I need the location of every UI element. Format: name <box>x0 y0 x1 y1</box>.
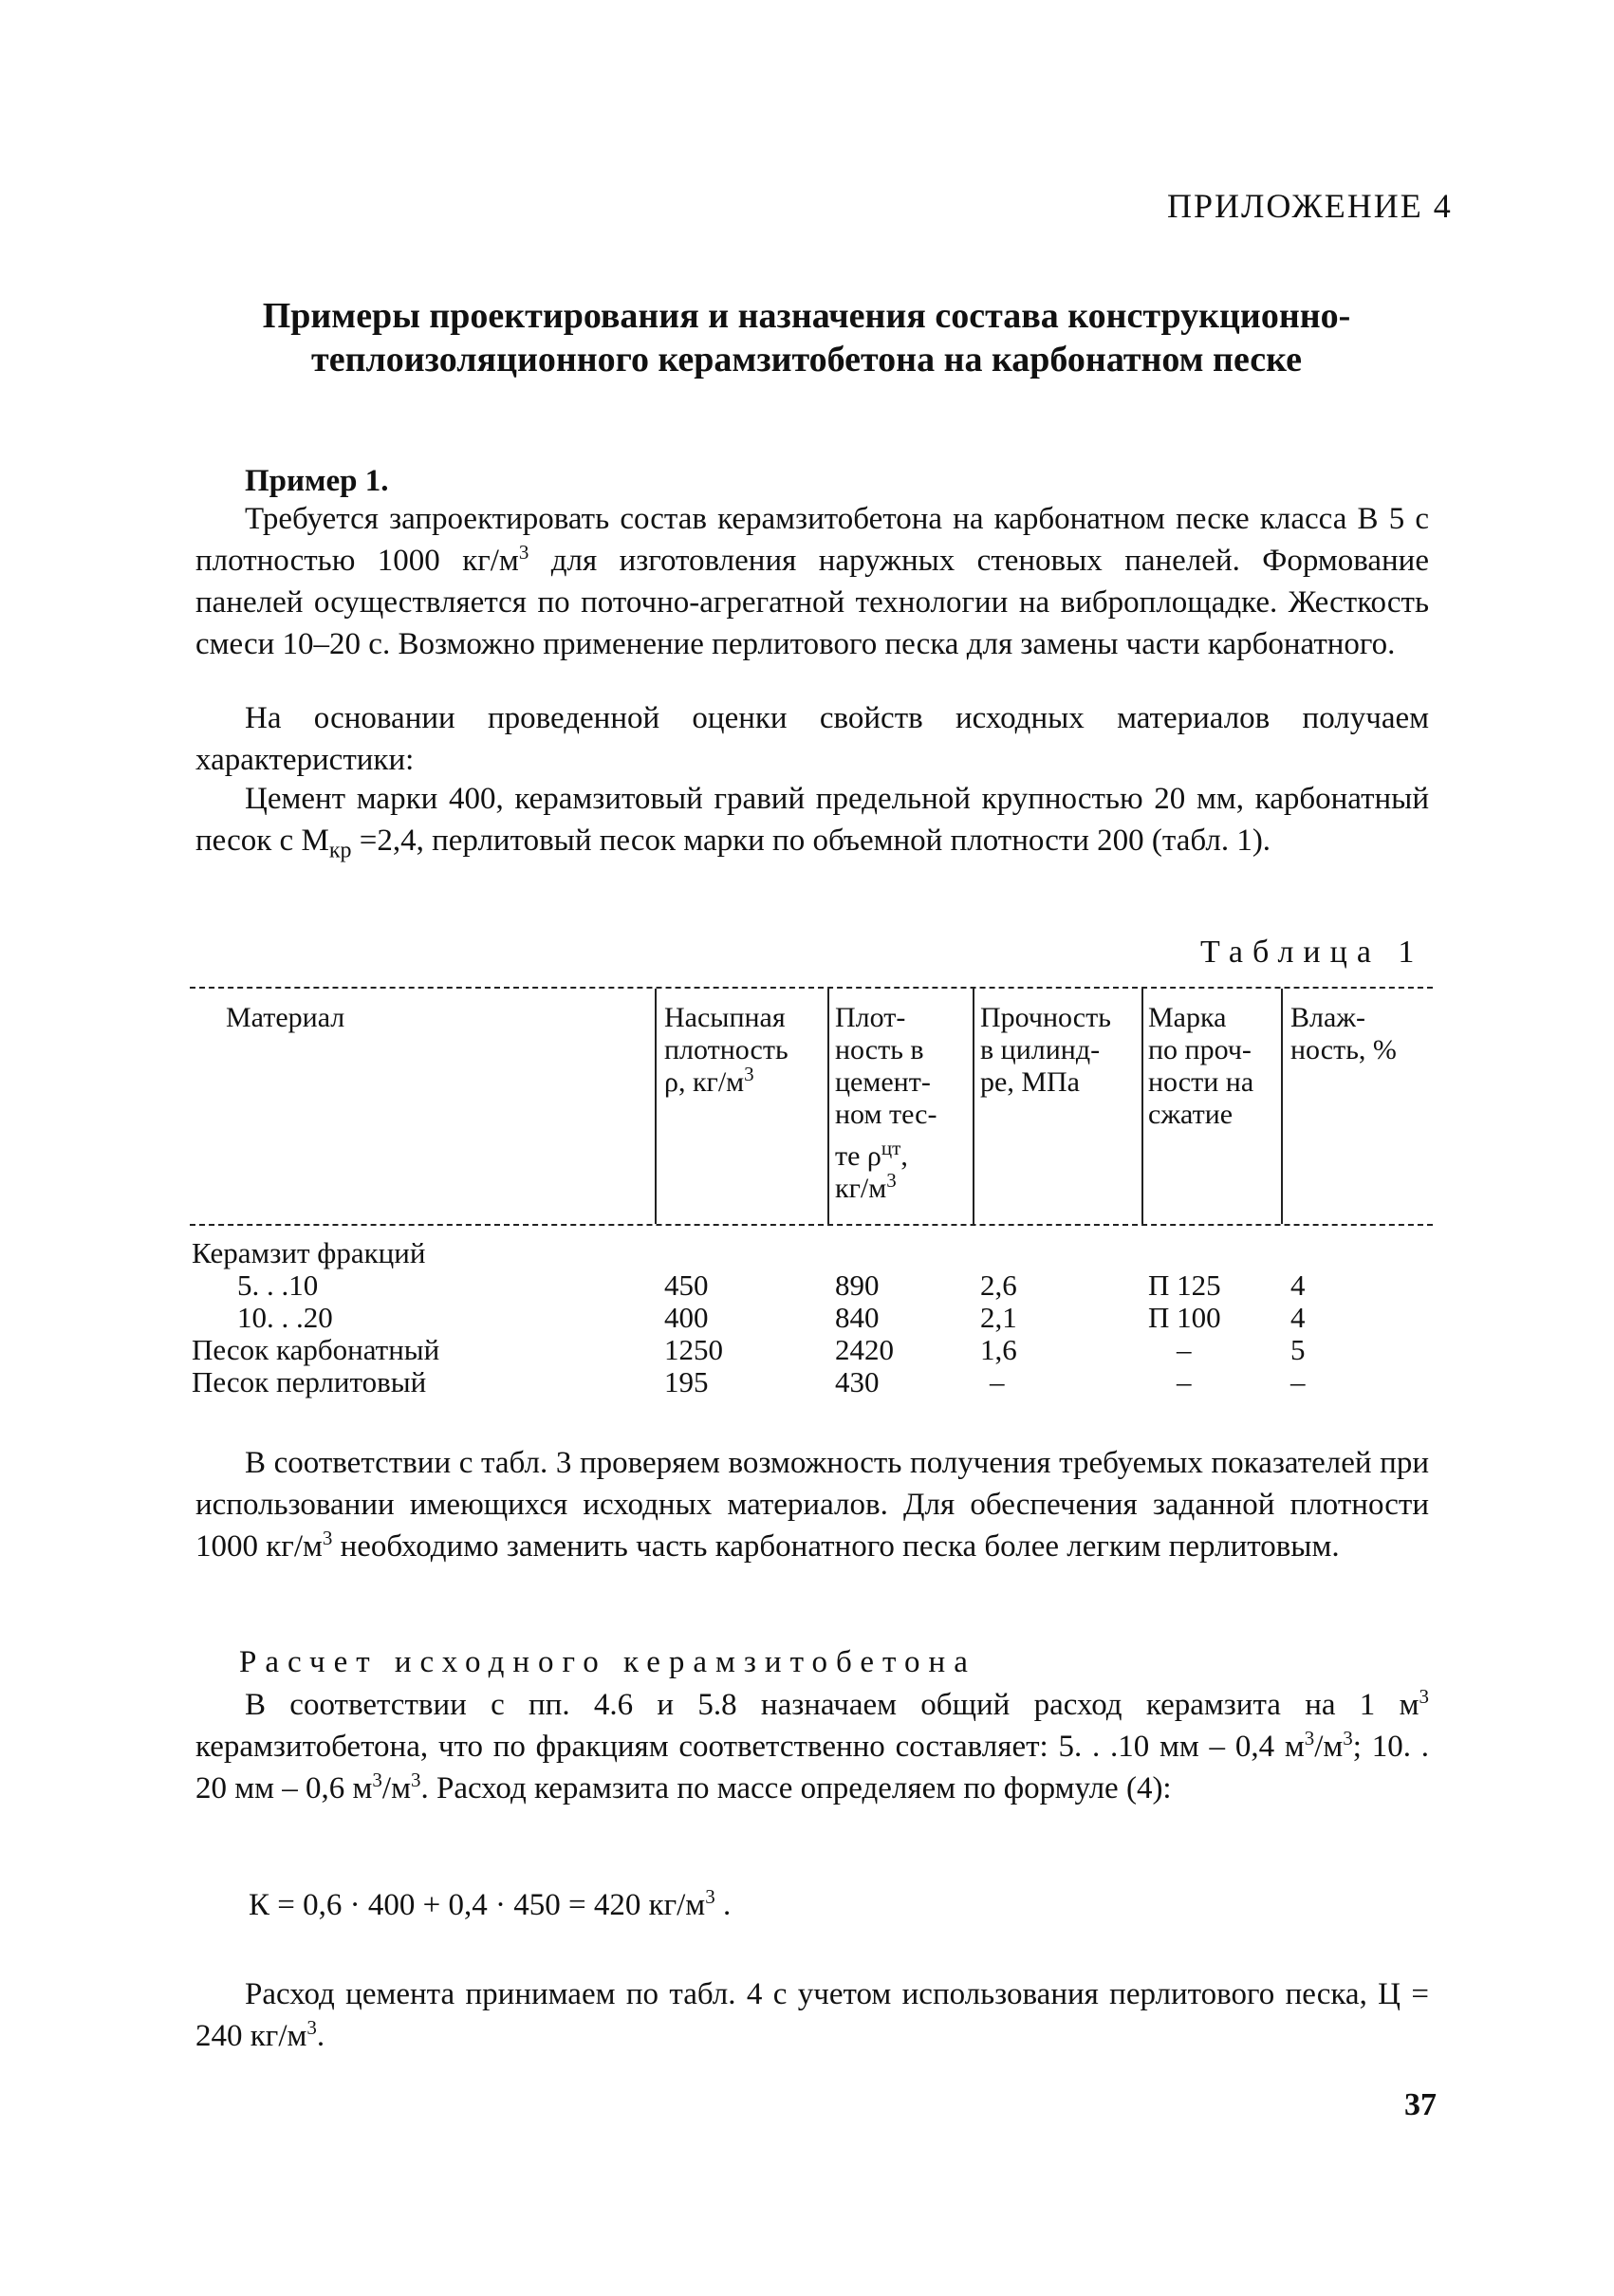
table-divider <box>655 989 657 1224</box>
example-heading: Пример 1. <box>245 464 389 498</box>
cell-density: 840 <box>835 1301 880 1334</box>
table-header-rule <box>190 1224 1433 1226</box>
cell-humidity: 5 <box>1290 1333 1306 1366</box>
cell-bulk: 450 <box>664 1268 709 1302</box>
cement-paragraph: Расход цемента принимаем по табл. 4 с учетом использования перлитового песка, Ц = 240 $кг/м^3$. <box>195 1977 1429 2053</box>
cell-strength: 1,6 <box>980 1333 1017 1366</box>
cell-density: 890 <box>835 1268 880 1302</box>
header-material: Материал <box>226 1002 345 1033</box>
header-cement-density: Плот- ность в цемент- ном тес- те $\rho^{цт}$, $кг/м^3$ <box>835 1002 937 1204</box>
cell-material: Песок карбонатный <box>192 1333 440 1366</box>
table-top-rule <box>190 987 1433 989</box>
cell-grade: П 125 <box>1148 1268 1221 1302</box>
calc-heading: Расчет исходного керамзитобетона <box>239 1645 976 1679</box>
page-number: 37 <box>1404 2087 1437 2122</box>
cell-material: Песок перлитовый <box>192 1365 427 1398</box>
table-divider <box>1281 989 1283 1224</box>
cell-bulk: 195 <box>664 1365 709 1398</box>
cell-humidity: – <box>1290 1365 1306 1398</box>
formula: К = 0,6 · 400 + 0,4 · 450 = 420 $кг/м^3$ . <box>249 1885 732 1922</box>
cell-grade: – <box>1177 1333 1192 1366</box>
table-group-label: Керамзит фракций <box>192 1236 426 1269</box>
page-title <box>171 294 1442 381</box>
cell-humidity: 4 <box>1290 1301 1306 1334</box>
cell-humidity: 4 <box>1290 1268 1306 1302</box>
after-table-paragraph: В соответствии с табл. 3 проверяем возможность получения требуемых показателей при использовании имеющихся исходных материалов. Для обеспечения заданной плотности 1000 $кг/м^3$ необходимо заменить часть карбонатного песка более легким перлитовым. <box>195 1446 1429 1564</box>
cell-material: 10. . .20 <box>237 1301 333 1334</box>
cell-material: 5. . .10 <box>237 1268 319 1302</box>
cell-strength: 2,6 <box>980 1268 1017 1302</box>
table-divider <box>1141 989 1143 1224</box>
cell-density: 2420 <box>835 1333 894 1366</box>
header-strength: Прочность в цилинд- ре, МПа <box>980 1002 1111 1098</box>
table-divider <box>827 989 829 1224</box>
cell-grade: – <box>1177 1365 1192 1398</box>
cell-bulk: 400 <box>664 1301 709 1334</box>
cell-bulk: 1250 <box>664 1333 723 1366</box>
example-paragraph-2: На основании проведенной оценки свойств исходных материалов получаем характеристики: <box>195 701 1429 777</box>
example-paragraph-3: Цемент марки 400, керамзитовый гравий предельной крупностью 20 мм, карбонатный песок с $М_{кр} =2,4$, перлитовый песок марки по объемной плотности 200 (табл. 1). <box>195 782 1429 863</box>
header-grade: Марка по проч- ности на сжатие <box>1148 1002 1254 1130</box>
calc-paragraph: В соответствии с пп. 4.6 и 5.8 назначаем общий расход керамзита на 1 $м^3$ керамзитобетона, что по фракциям соответственно составляет: 5. . .10 мм – 0,4 $м^3/м^3$; 10. . 20 мм – 0,6 $м^3/м^3$. Расход керамзита по массе определяем по формуле (4): <box>195 1685 1430 1805</box>
cell-density: 430 <box>835 1365 880 1398</box>
cell-grade: П 100 <box>1148 1301 1221 1334</box>
cell-strength: – <box>990 1365 1005 1398</box>
header-humidity: Влаж- ность, % <box>1290 1002 1397 1065</box>
title-line-2: теплоизоляционного керамзитобетона на карбонатном песке <box>311 340 1302 380</box>
appendix-label: ПРИЛОЖЕНИЕ 4 <box>1167 187 1453 225</box>
header-bulk-density: Насыпная плотность ρ, $кг/м^3$ <box>664 1002 788 1098</box>
title-line-1: Примеры проектирования и назначения состава конструкционно- <box>262 296 1351 336</box>
cell-strength: 2,1 <box>980 1301 1017 1334</box>
table-divider <box>973 989 974 1224</box>
example-paragraph-1: Требуется запроектировать состав керамзитобетона на карбонатном песке класса В 5 с плотностью 1000 $кг/м^3$ для изготовления наружных стеновых панелей. Формование панелей осуществляется по поточно-агрегатной технологии на виброплощадке. Жесткость смеси 10–20 с. Возможно применение перлитового песка для замены части карбонатного. <box>195 502 1429 661</box>
table-caption: Таблица 1 <box>1200 935 1424 970</box>
